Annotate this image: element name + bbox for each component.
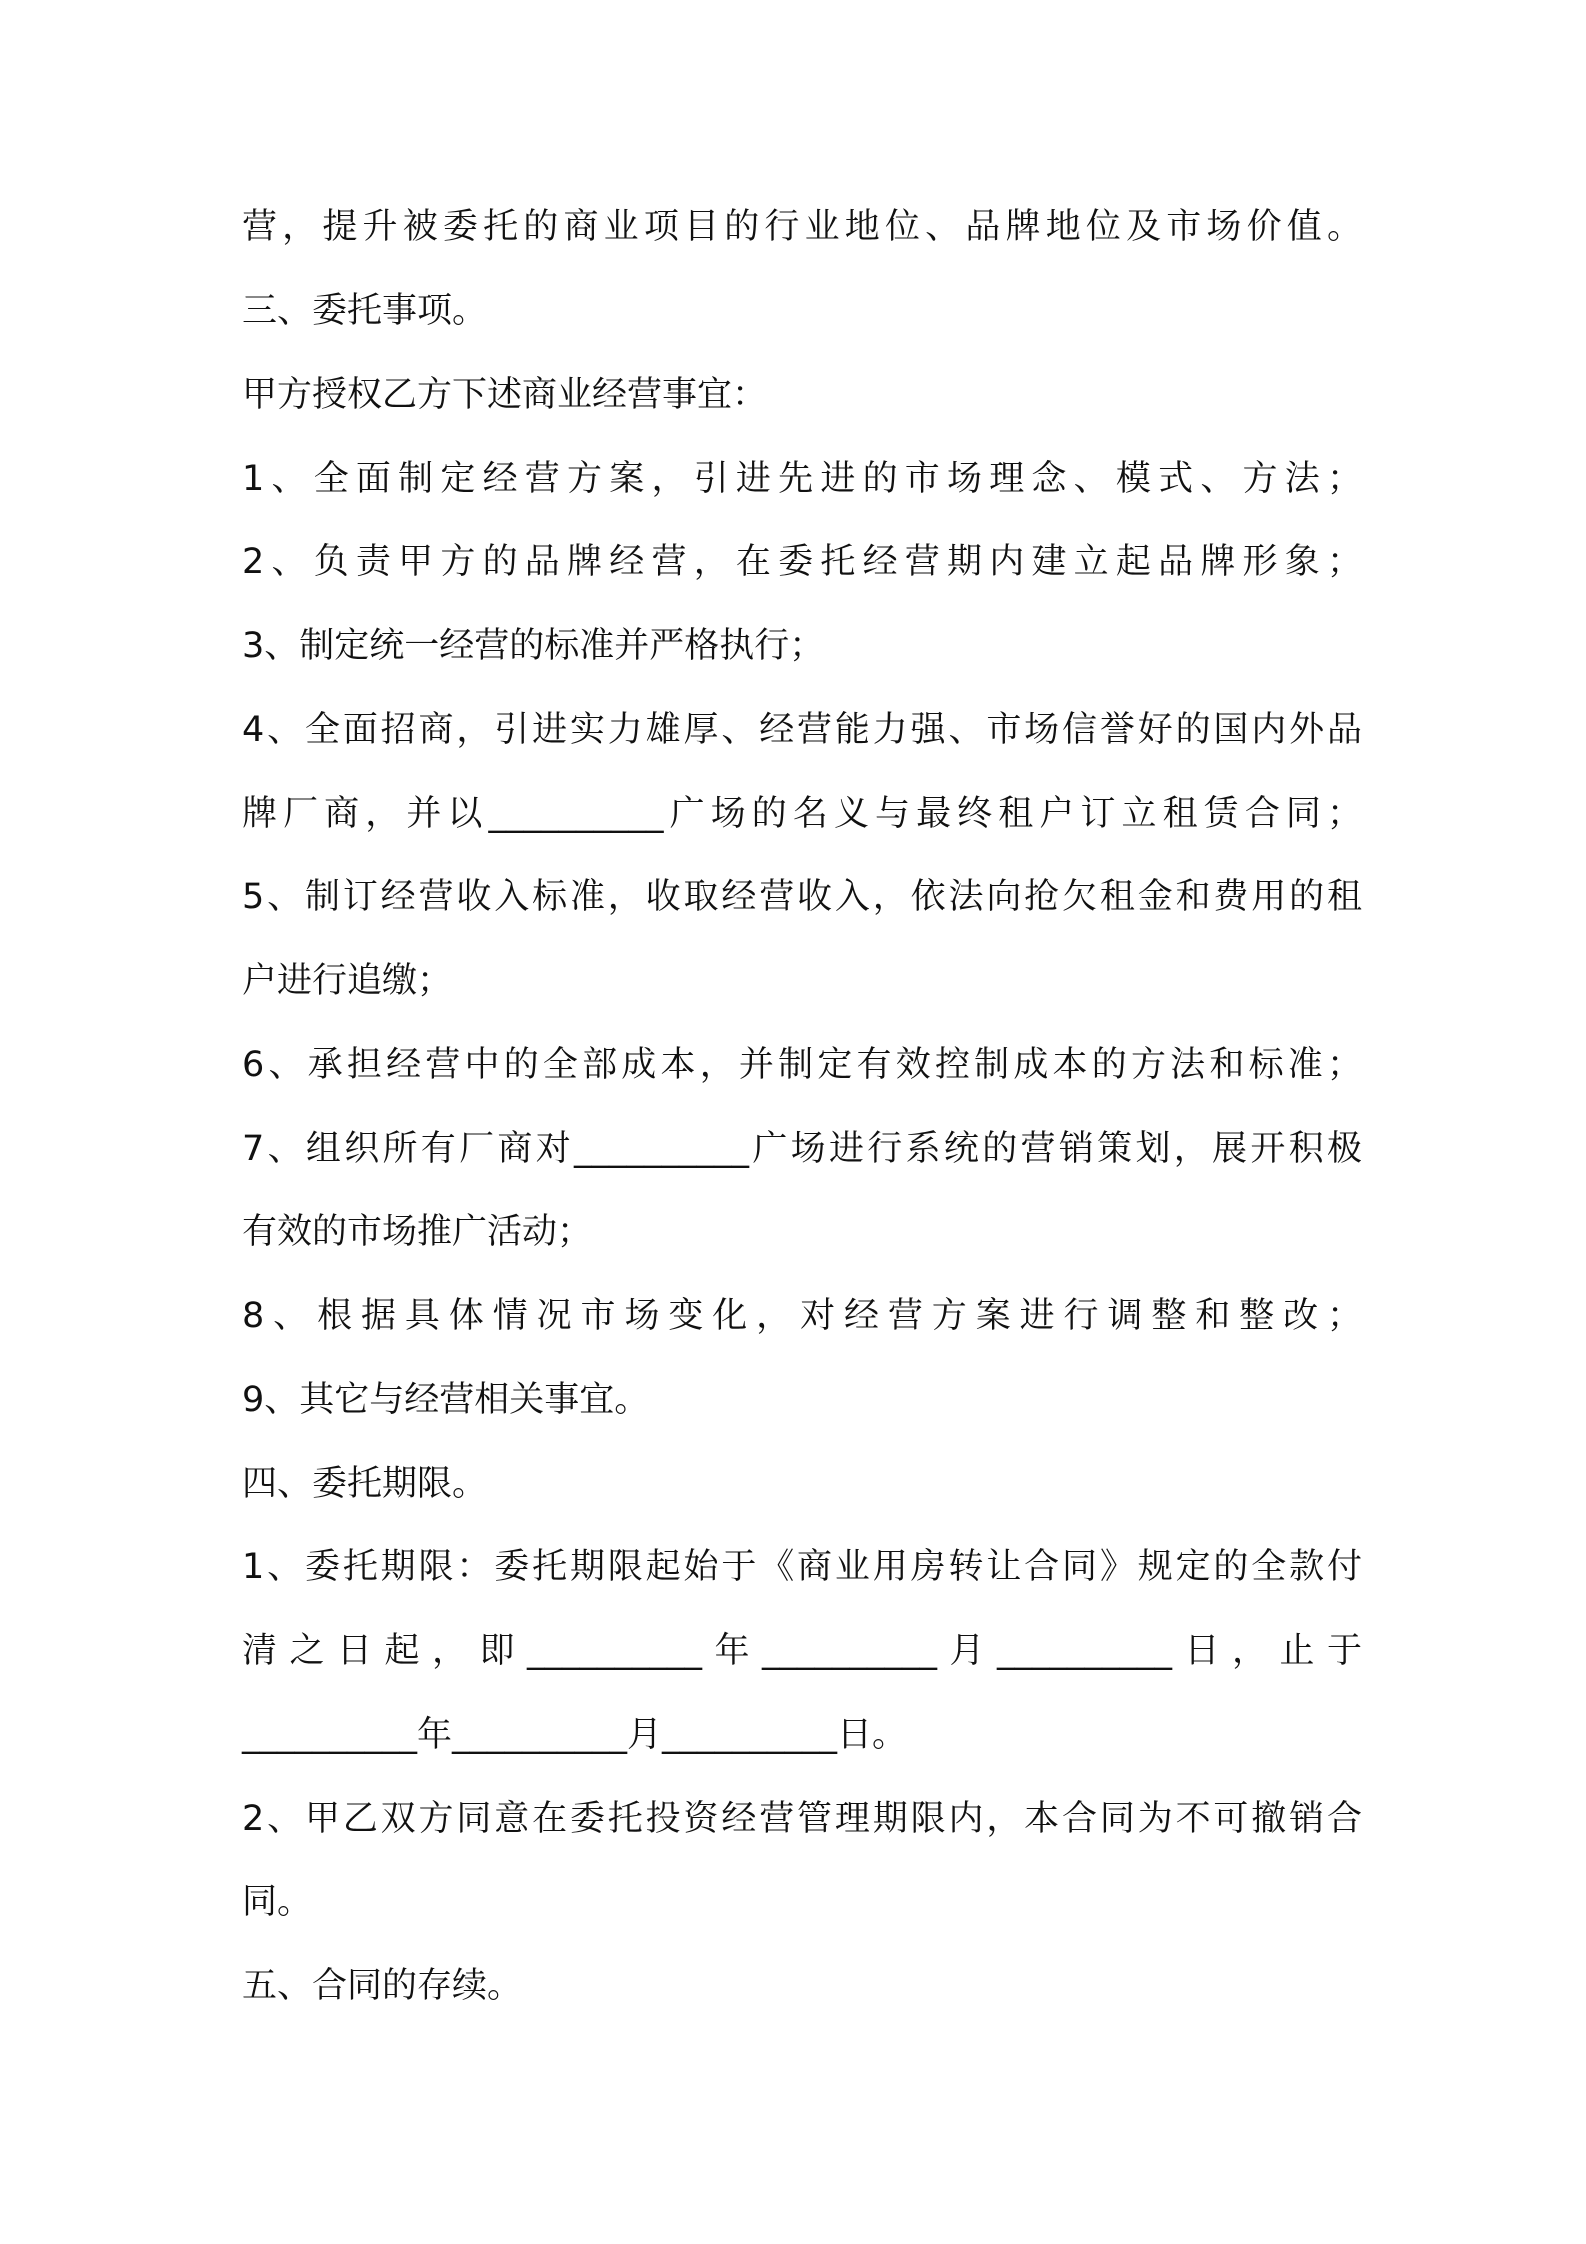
section-heading-4: 四、委托期限。	[242, 1464, 488, 1504]
text-line-1: 营，提升被委托的商业项目的行业地位、品牌地位及市场价值。	[242, 207, 1362, 247]
list-item-7-cont: 有效的市场推广活动；	[242, 1212, 593, 1252]
term-item-2: 2、甲乙双方同意在委托投资经营管理期限内，本合同为不可撤销合	[242, 1799, 1362, 1839]
section-heading-3: 三、委托事项。	[242, 291, 488, 331]
section-heading-5: 五、合同的存续。	[242, 1966, 523, 2006]
list-item-2: 2、负责甲方的品牌经营，在委托经营期内建立起品牌形象；	[242, 542, 1362, 582]
term-item-1-cont: 清之日起，即__________年__________月__________日，止于	[242, 1631, 1362, 1671]
list-item-1: 1、全面制定经营方案，引进先进的市场理念、模式、方法；	[242, 459, 1362, 499]
text-line-3: 甲方授权乙方下述商业经营事宜：	[242, 375, 768, 415]
list-item-9: 9、其它与经营相关事宜。	[242, 1380, 650, 1420]
list-item-6: 6、承担经营中的全部成本，并制定有效控制成本的方法和标准；	[242, 1045, 1362, 1085]
term-item-1: 1、委托期限：委托期限起始于《商业用房转让合同》规定的全款付	[242, 1547, 1362, 1587]
list-item-3: 3、制定统一经营的标准并严格执行；	[242, 626, 825, 666]
list-item-4: 4、全面招商，引进实力雄厚、经营能力强、市场信誉好的国内外品	[242, 710, 1362, 750]
list-item-8: 8、根据具体情况市场变化，对经营方案进行调整和整改；	[242, 1296, 1362, 1336]
term-item-1-dates: __________年__________月__________日。	[242, 1715, 908, 1755]
list-item-4-cont: 牌厂商，并以__________广场的名义与最终租户订立租赁合同；	[242, 794, 1362, 834]
list-item-5-cont: 户进行追缴；	[242, 961, 453, 1001]
list-item-5: 5、制订经营收入标准，收取经营收入，依法向抢欠租金和费用的租	[242, 877, 1362, 917]
list-item-7: 7、组织所有厂商对__________广场进行系统的营销策划，展开积极	[242, 1129, 1362, 1169]
term-item-2-cont: 同。	[242, 1882, 313, 1922]
